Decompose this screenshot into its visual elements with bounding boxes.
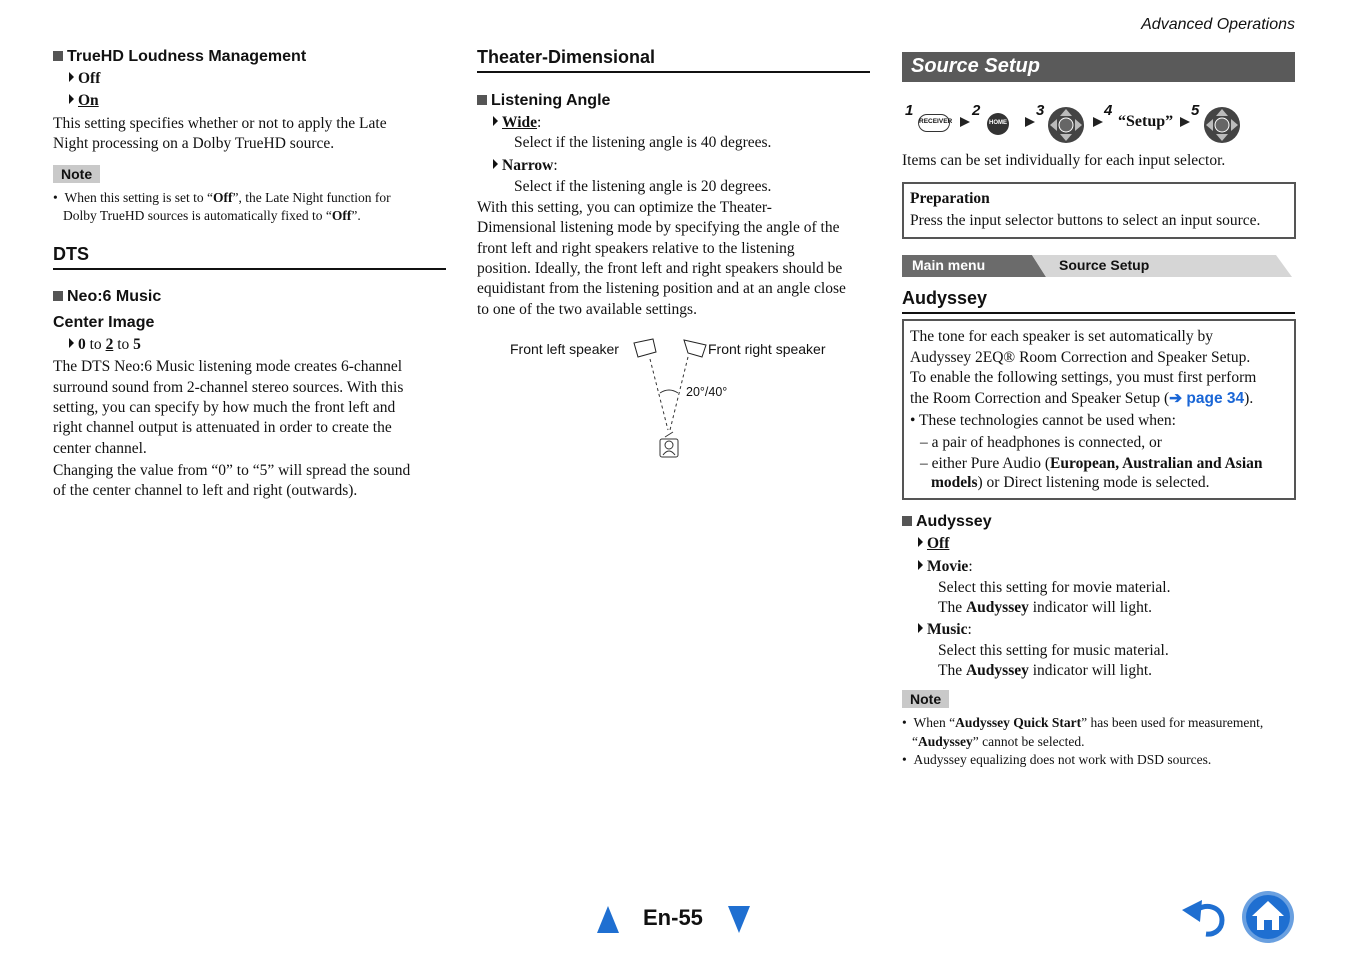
dts-paragraph: right channel output is attenuated in order to create the [53, 419, 392, 436]
info-subbullet: models) or Direct listening mode is selected. [931, 474, 1210, 491]
back-icon[interactable] [1180, 896, 1228, 938]
triangle-bullet-icon [493, 116, 498, 126]
section-rule [902, 312, 1295, 314]
note-badge: Note [53, 165, 100, 183]
truehd-note: Dolby TrueHD sources is automatically fixed to “Off”. [63, 208, 361, 223]
info-bullet: • These technologies cannot be used when: [910, 412, 1176, 429]
previous-page-arrow-icon[interactable] [597, 906, 619, 933]
music-desc: The Audyssey indicator will light. [938, 662, 1152, 679]
truehd-option-on: On [69, 91, 99, 111]
triangle-bullet-icon [493, 159, 498, 169]
angle-label: 20°/40° [686, 385, 728, 399]
speaker-angle-diagram [620, 335, 720, 465]
cursor-enter-button-icon [1047, 106, 1085, 144]
note-badge: Note [902, 690, 949, 708]
preparation-title: Preparation [910, 190, 990, 207]
cursor-enter-button-icon [1203, 106, 1241, 144]
step-number: 5 [1191, 102, 1200, 119]
breadcrumb-source-setup: Source Setup [1059, 257, 1150, 273]
source-setup-intro: Items can be set individually for each input selector. [902, 152, 1226, 169]
front-left-speaker-icon [634, 339, 656, 357]
front-right-speaker-label: Front right speaker [708, 341, 826, 357]
theater-dimensional-title: Theater-Dimensional [477, 47, 656, 67]
step-number: 1 [905, 102, 914, 119]
center-image-heading: Center Image [53, 314, 155, 331]
dts-paragraph: center channel. [53, 440, 147, 457]
preparation-box [902, 182, 1296, 239]
truehd-desc: Night processing on a Dolby TrueHD source. [53, 135, 335, 152]
source-setup-title-bar [902, 52, 1295, 82]
square-bullet-icon [902, 516, 912, 526]
section-rule [477, 71, 870, 73]
triangle-bullet-icon [69, 72, 74, 82]
audyssey-option-music: Music: [918, 620, 972, 640]
setup-menu-label: “Setup” [1118, 113, 1174, 130]
audyssey-section-title: Audyssey [902, 288, 988, 308]
audyssey-option-movie: Movie: [918, 557, 973, 577]
step-number: 4 [1104, 102, 1113, 119]
triangle-bullet-icon [918, 560, 923, 570]
arrow-right-icon [960, 117, 970, 127]
info-text: the Room Correction and Speaker Setup (➔ page 34). [910, 390, 1254, 407]
audyssey-note: “Audyssey” cannot be selected. [912, 734, 1085, 749]
movie-desc: The Audyssey indicator will light. [938, 599, 1152, 616]
music-desc: Select this setting for music material. [938, 642, 1169, 659]
front-right-speaker-icon [684, 340, 706, 357]
audyssey-info-box [902, 319, 1296, 500]
triangle-bullet-icon [918, 537, 923, 547]
receiver-button-label: RECEIVER [919, 118, 953, 125]
theater-paragraph: position. Ideally, the front left and right speakers should be [477, 260, 843, 277]
narrow-desc: Select if the listening angle is 20 degrees. [514, 178, 772, 195]
theater-paragraph: With this setting, you can optimize the Theater- [477, 199, 772, 216]
option-wide: Wide: [493, 113, 541, 133]
info-subbullet: – either Pure Audio (European, Australian and Asian [920, 455, 1263, 472]
dts-section-title: DTS [53, 244, 89, 264]
step-number: 3 [1036, 102, 1045, 119]
preparation-text: Press the input selector buttons to select an input source. [910, 212, 1261, 229]
square-bullet-icon [53, 51, 63, 61]
home-button-label: HOME [989, 120, 1007, 126]
neo6-heading: Neo:6 Music [53, 287, 161, 307]
theater-paragraph: front left and right speakers relative to the listening [477, 240, 795, 257]
info-text: Audyssey 2EQ® Room Correction and Speaker Setup. [910, 349, 1251, 366]
arrow-right-icon [1025, 117, 1035, 127]
truehd-note: • When this setting is set to “Off”, the Late Night function for [53, 190, 391, 205]
arrow-right-icon [1093, 117, 1103, 127]
triangle-bullet-icon [69, 94, 74, 104]
home-icon[interactable] [1241, 890, 1295, 944]
page-34-link[interactable]: ➔ page 34 [1169, 390, 1245, 407]
center-image-range: 0 to 2 to 5 [69, 335, 141, 355]
theater-paragraph: to one of the two available settings. [477, 301, 697, 318]
audyssey-option-off: Off [918, 534, 949, 554]
info-text: To enable the following settings, you must first perform [910, 369, 1257, 386]
truehd-desc: This setting specifies whether or not to apply the Late [53, 115, 387, 132]
running-header: Advanced Operations [1141, 16, 1295, 33]
theater-paragraph: equidistant from the listening position and at an angle close [477, 280, 846, 297]
square-bullet-icon [53, 291, 63, 301]
front-left-speaker-label: Front left speaker [510, 341, 619, 357]
dts-paragraph: The DTS Neo:6 Music listening mode creates 6-channel [53, 358, 403, 375]
info-text: The tone for each speaker is set automatically by [910, 328, 1213, 345]
dts-paragraph: Changing the value from “0” to “5” will spread the sound [53, 462, 411, 479]
triangle-bullet-icon [918, 623, 923, 633]
audyssey-heading: Audyssey [902, 512, 992, 532]
audyssey-note: • Audyssey equalizing does not work with DSD sources. [902, 752, 1212, 767]
info-subbullet: – a pair of headphones is connected, or [920, 434, 1162, 451]
home-button-icon [987, 113, 1009, 135]
next-page-arrow-icon[interactable] [728, 906, 750, 933]
step-number: 2 [972, 102, 981, 119]
dts-paragraph: of the center channel to left and right (outwards). [53, 482, 358, 499]
truehd-heading: TrueHD Loudness Management [53, 47, 306, 67]
source-setup-title: Source Setup [911, 55, 1040, 77]
option-narrow: Narrow: [493, 156, 558, 176]
wide-desc: Select if the listening angle is 40 degrees. [514, 134, 772, 151]
section-rule [53, 268, 446, 270]
listener-icon [660, 432, 678, 457]
dts-paragraph: setting, you can specify by how much the front left and [53, 399, 396, 416]
theater-paragraph: Dimensional listening mode by specifying the angle of the [477, 219, 840, 236]
breadcrumb-main-menu: Main menu [912, 257, 986, 273]
arrow-right-icon [1180, 117, 1190, 127]
listening-angle-heading: Listening Angle [477, 91, 610, 111]
receiver-button-icon [918, 114, 953, 132]
triangle-bullet-icon [69, 338, 74, 348]
square-bullet-icon [477, 95, 487, 105]
audyssey-note: • When “Audyssey Quick Start” has been used for measurement, [902, 715, 1264, 730]
movie-desc: Select this setting for movie material. [938, 579, 1171, 596]
dts-paragraph: surround sound from 2-channel stereo sources. With this [53, 379, 404, 396]
truehd-option-off: Off [69, 69, 100, 89]
page-number: En-55 [643, 905, 703, 930]
